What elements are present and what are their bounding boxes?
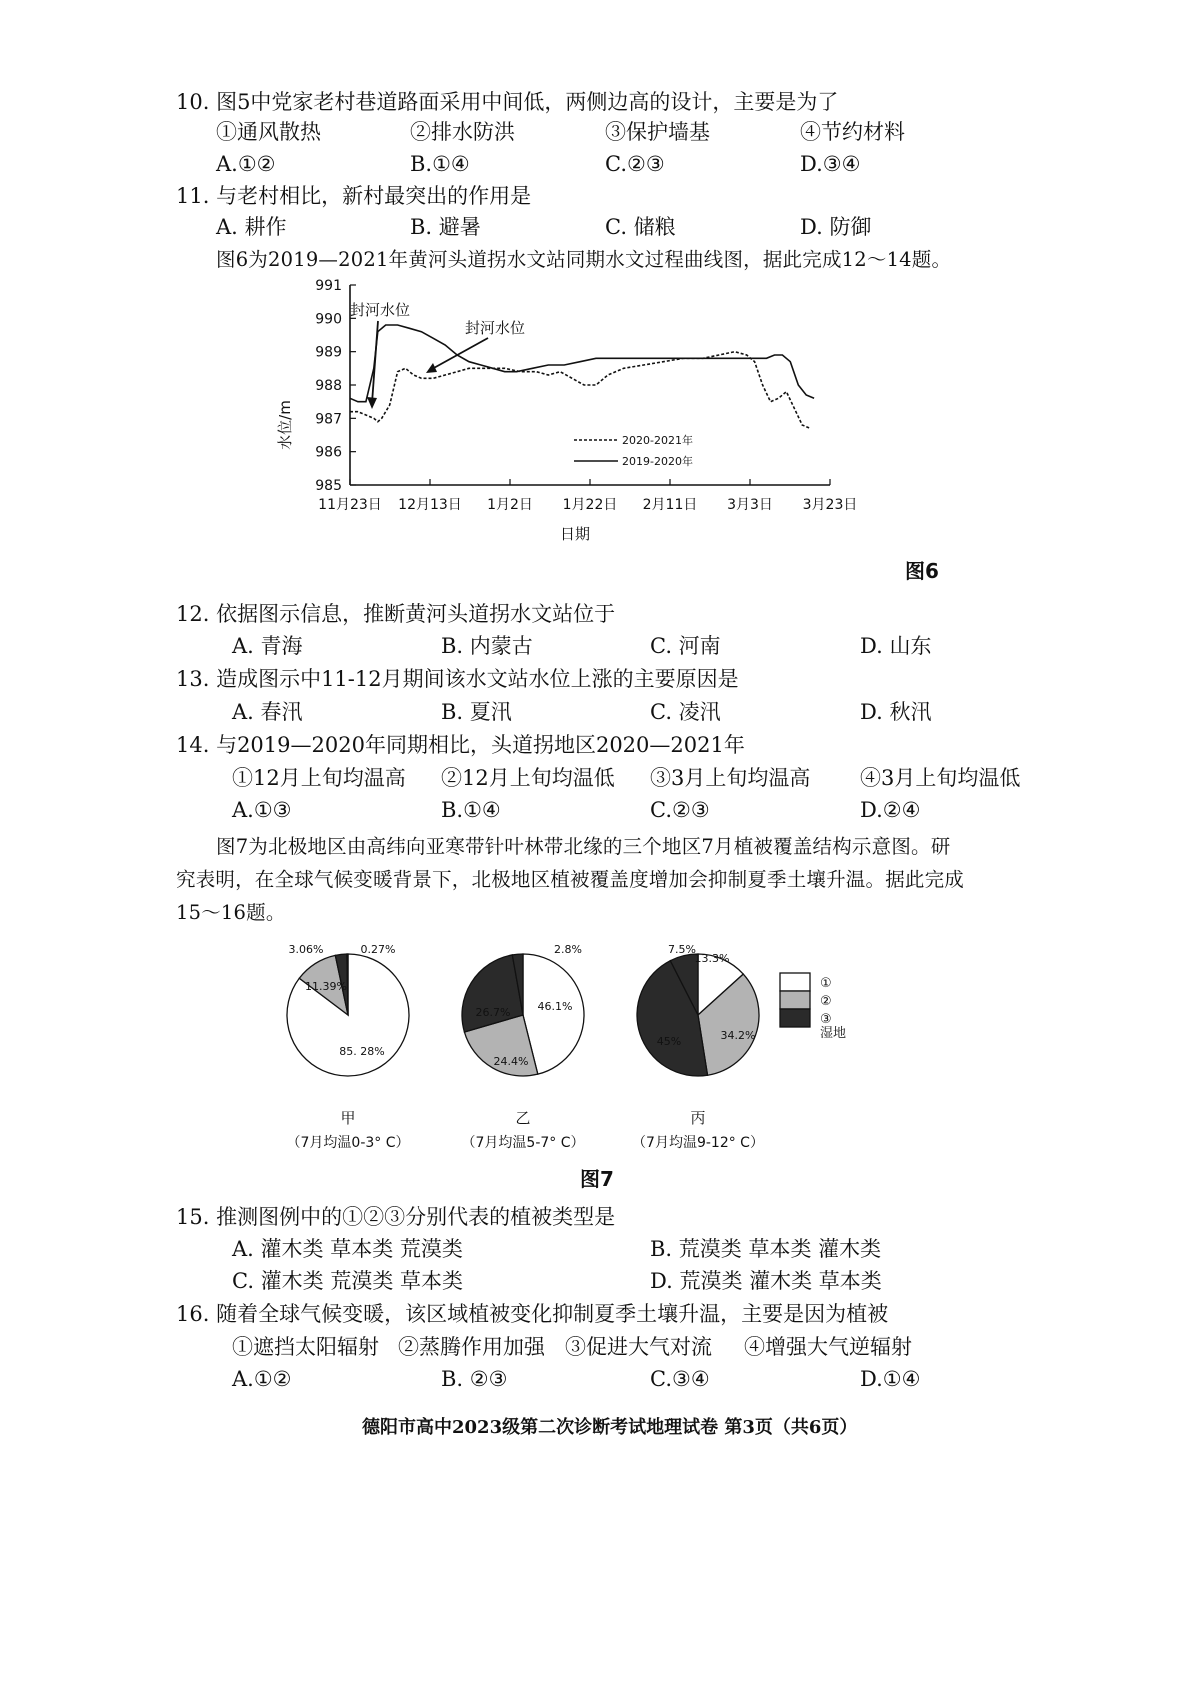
legend-label-wetland: 湿地 xyxy=(820,1026,847,1041)
q16-item-2: ②蒸腾作用加强 xyxy=(398,1335,545,1359)
q16-item-3: ③促进大气对流 xyxy=(565,1335,712,1359)
y-tick-label: 990 xyxy=(315,311,342,328)
pie-data-label: 26.7% xyxy=(475,1006,511,1019)
legend-swatch xyxy=(780,1009,810,1027)
pie-chart-乙 xyxy=(462,943,585,1151)
y-tick-label: 986 xyxy=(315,444,342,461)
x-tick-label: 2月11日 xyxy=(642,497,698,513)
x-tick-label: 3月23日 xyxy=(802,497,858,513)
fig6-annotation-1-arrow xyxy=(372,321,378,403)
question-10-stem: 10. 图5中党家老村巷道路面采用中间低，两侧边高的设计，主要是为了 xyxy=(176,90,839,114)
q14-option-c: C.②③ xyxy=(650,798,710,822)
q15-option-c: C. 灌木类 荒漠类 草本类 xyxy=(232,1269,464,1293)
pie-chart-甲 xyxy=(287,943,410,1151)
legend-label: ③ xyxy=(820,1012,832,1027)
q10-option-b: B.①④ xyxy=(410,152,470,176)
q14-item-4: ④3月上旬均温低 xyxy=(860,766,1021,790)
fig6-annotation-1: 封河水位 xyxy=(350,301,411,319)
pie-data-label: 0.27% xyxy=(360,943,396,956)
question-13-stem: 13. 造成图示中11-12月期间该水文站水位上涨的主要原因是 xyxy=(176,667,739,691)
pie-data-label: 85. 28% xyxy=(339,1045,385,1058)
figure-6-intro: 图6为2019—2021年黄河头道拐水文站同期水文过程曲线图，据此完成12～14题。 xyxy=(216,248,952,271)
q13-option-c: C. 凌汛 xyxy=(650,700,721,724)
q16-option-b: B. ②③ xyxy=(441,1367,508,1391)
y-tick-label: 985 xyxy=(315,478,342,494)
q16-item-4: ④增强大气逆辐射 xyxy=(744,1335,912,1359)
pie-data-label: 2.8% xyxy=(554,943,582,956)
q16-option-c: C.③④ xyxy=(650,1367,710,1391)
legend-label: ① xyxy=(820,976,832,991)
q12-option-d: D. 山东 xyxy=(860,634,932,658)
q15-option-d: D. 荒漠类 灌木类 草本类 xyxy=(650,1269,882,1293)
legend-2020-2021: 2020-2021年 xyxy=(622,434,693,447)
fig6-annotation-2: 封河水位 xyxy=(465,319,526,337)
q11-option-c: C. 储粮 xyxy=(605,215,676,239)
figure-7-intro-line-2: 究表明，在全球气候变暖背景下，北极地区植被覆盖度增加会抑制夏季土壤升温。据此完成 xyxy=(176,868,965,891)
q10-option-d: D.③④ xyxy=(800,152,861,176)
pie-data-label: 46.1% xyxy=(537,1000,573,1013)
pie-subtitle: （7月均温9-12° C） xyxy=(632,1135,764,1151)
pie-title: 丙 xyxy=(690,1109,706,1127)
q14-option-b: B.①④ xyxy=(441,798,501,822)
x-tick-label: 1月22日 xyxy=(562,497,618,513)
q10-option-c: C.②③ xyxy=(605,152,665,176)
q12-option-b: B. 内蒙古 xyxy=(441,634,533,658)
question-16-stem: 16. 随着全球气候变暖，该区域植被变化抑制夏季土壤升温，主要是因为植被 xyxy=(176,1302,889,1326)
pie-data-label: 34.2% xyxy=(720,1029,756,1042)
x-tick-label: 3月3日 xyxy=(727,497,773,513)
series-line-2019-2020 xyxy=(350,325,814,402)
fig6-annotation-1-arrowhead xyxy=(367,397,377,409)
figure-7-caption: 图7 xyxy=(580,1167,614,1191)
x-tick-label: 11月23日 xyxy=(318,497,382,513)
q11-option-a: A. 耕作 xyxy=(216,215,287,239)
legend-swatch xyxy=(780,973,810,991)
y-axis-label: 水位/m xyxy=(276,400,294,450)
pie-title: 甲 xyxy=(340,1109,356,1127)
q13-option-a: A. 春汛 xyxy=(232,700,303,724)
q14-item-2: ②12月上旬均温低 xyxy=(441,766,615,790)
legend-swatch xyxy=(780,991,810,1009)
pie-chart-丙 xyxy=(632,943,764,1151)
figure-6-caption: 图6 xyxy=(905,559,939,583)
y-tick-label: 989 xyxy=(315,344,342,361)
q13-option-b: B. 夏汛 xyxy=(441,700,512,724)
q10-item-4: ④节约材料 xyxy=(800,120,905,144)
question-15-stem: 15. 推测图例中的①②③分别代表的植被类型是 xyxy=(176,1205,616,1229)
y-tick-label: 987 xyxy=(315,411,342,428)
pie-subtitle: （7月均温5-7° C） xyxy=(461,1135,585,1151)
pie-data-label: 45% xyxy=(656,1035,682,1048)
q11-option-b: B. 避暑 xyxy=(410,215,481,239)
question-14-stem: 14. 与2019—2020年同期相比，头道拐地区2020—2021年 xyxy=(176,733,745,757)
q14-option-d: D.②④ xyxy=(860,798,921,822)
q16-option-a: A.①② xyxy=(232,1367,292,1391)
y-tick-label: 991 xyxy=(315,278,342,294)
figure-7-intro-line-3: 15～16题。 xyxy=(176,901,286,924)
pie-data-label: 24.4% xyxy=(493,1055,529,1068)
figure-7-pie-charts xyxy=(280,925,940,1165)
q15-option-a: A. 灌木类 草本类 荒漠类 xyxy=(232,1237,463,1261)
q10-item-3: ③保护墙基 xyxy=(605,120,710,144)
q13-option-d: D. 秋汛 xyxy=(860,700,932,724)
q10-option-a: A.①② xyxy=(216,152,276,176)
q12-option-a: A. 青海 xyxy=(232,634,303,658)
pie-data-label: 7.5% xyxy=(668,943,696,956)
question-11-stem: 11. 与老村相比，新村最突出的作用是 xyxy=(176,184,532,208)
x-tick-label: 1月2日 xyxy=(487,497,533,513)
q14-item-3: ③3月上旬均温高 xyxy=(650,766,811,790)
legend-label: ② xyxy=(820,994,832,1009)
figure-7-intro-line-1: 图7为北极地区由高纬向亚寒带针叶林带北缘的三个地区7月植被覆盖结构示意图。研 xyxy=(216,835,951,858)
series-line-2020-2021 xyxy=(350,352,810,429)
q12-option-c: C. 河南 xyxy=(650,634,721,658)
pie-data-label: 3.06% xyxy=(288,943,324,956)
pie-title: 乙 xyxy=(515,1109,531,1127)
q14-option-a: A.①③ xyxy=(232,798,292,822)
x-axis-label: 日期 xyxy=(559,525,591,543)
q16-option-d: D.①④ xyxy=(860,1367,921,1391)
q16-item-1: ①遮挡太阳辐射 xyxy=(232,1335,379,1359)
page-footer: 德阳市高中2023级第二次诊断考试地理试卷 第3页（共6页） xyxy=(362,1417,858,1438)
q10-item-2: ②排水防洪 xyxy=(410,120,515,144)
pie-data-label: 13.3% xyxy=(694,952,730,965)
y-tick-label: 988 xyxy=(315,378,342,394)
pie-data-label: 11.39% xyxy=(305,980,347,993)
q15-option-b: B. 荒漠类 草本类 灌木类 xyxy=(650,1237,882,1261)
x-tick-label: 12月13日 xyxy=(398,497,462,513)
pie-subtitle: （7月均温0-3° C） xyxy=(286,1135,410,1151)
legend-2019-2020: 2019-2020年 xyxy=(622,455,693,468)
question-12-stem: 12. 依据图示信息，推断黄河头道拐水文站位于 xyxy=(176,602,616,626)
q11-option-d: D. 防御 xyxy=(800,215,872,239)
q10-item-1: ①通风散热 xyxy=(216,120,321,144)
figure-6-line-chart xyxy=(260,275,900,575)
q14-item-1: ①12月上旬均温高 xyxy=(232,766,406,790)
